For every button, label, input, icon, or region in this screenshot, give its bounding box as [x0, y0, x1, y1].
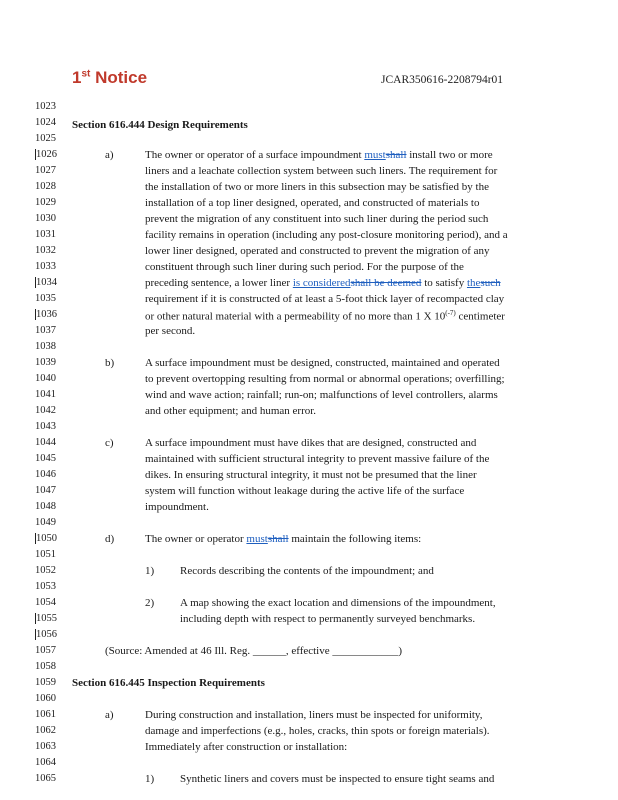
- sub-item-text: Records describing the contents of the impoundment; and: [180, 565, 434, 577]
- text-run: The owner or operator: [145, 533, 247, 545]
- line-number: 1044: [35, 437, 56, 448]
- line-number: 1039: [35, 357, 56, 368]
- line-number: 1060: [35, 693, 56, 704]
- text-run: install two or more: [406, 149, 493, 161]
- para-a-line: constituent through such liner during such period. For the purpose of the: [145, 261, 464, 273]
- sub-item-label: 1): [145, 773, 155, 785]
- para-a-line: facility remains in operation (including any post-closure monitoring period), and a: [145, 229, 508, 241]
- para-445a-line: damage and imperfections (e.g., holes, cracks, thin spots or foreign materials).: [145, 725, 490, 737]
- item-a-label: a): [105, 709, 114, 721]
- para-a-line: [145, 277, 501, 289]
- sub-item-label: 1): [145, 565, 155, 577]
- para-a-line: per second.: [145, 325, 196, 337]
- line-number: 1041: [35, 389, 56, 400]
- inserted-text: the: [466, 277, 481, 289]
- line-number: 1040: [35, 373, 56, 384]
- line-number: 1028: [35, 181, 56, 192]
- para-a-line: liners and a leachate collection system between such liners. The requirement for: [145, 165, 498, 177]
- line-number: 1023: [35, 101, 56, 112]
- text-run: preceding sentence, a lower liner: [145, 277, 293, 289]
- para-a-line: lower liner designed, operated and constructed to prevent the migration of any: [145, 245, 490, 257]
- item-b-label: b): [105, 357, 115, 369]
- para-d-line: [145, 533, 421, 545]
- deleted-text: shall be deemed: [350, 277, 422, 289]
- text-run: centimeter: [455, 310, 505, 323]
- line-number: 1027: [35, 165, 56, 176]
- para-a-line: prevent the migration of any constituent into such liner during the period such: [145, 213, 489, 225]
- item-c-label: c): [105, 437, 114, 449]
- line-number: 1051: [35, 549, 56, 560]
- para-445a-line: Immediately after construction or installation:: [145, 741, 348, 753]
- line-number: 1063: [35, 741, 56, 752]
- line-number: 1050: [35, 533, 66, 544]
- line-number: 1053: [35, 581, 56, 592]
- para-a-line: installation of a top liner designed, operated, and constructed of materials to: [145, 197, 480, 209]
- line-number: 1062: [35, 725, 56, 736]
- para-c-line: impoundment.: [145, 501, 209, 513]
- text-run: maintain the following items:: [288, 533, 422, 545]
- line-number: 1049: [35, 517, 56, 528]
- line-number: 1057: [35, 645, 56, 656]
- line-number: 1047: [35, 485, 56, 496]
- section-444-heading: Section 616.444 Design Requirements: [72, 119, 248, 131]
- line-number: 1038: [35, 341, 56, 352]
- para-b-line: wind and wave action; rainfall; run-on; malfunctions of level controllers, alarms: [145, 389, 498, 401]
- inserted-text: must: [246, 533, 268, 545]
- line-number: 1043: [35, 421, 56, 432]
- line-number: 1059: [35, 677, 56, 688]
- line-number: 1024: [35, 117, 56, 128]
- para-a-line: [145, 149, 493, 161]
- para-a-line: the installation of two or more liners in this subsection may be satisfied by the: [145, 181, 489, 193]
- text-run: or other natural material with a permeability of no more than 1 X 10: [145, 310, 446, 323]
- line-number: 1055: [35, 613, 66, 624]
- line-number: 1065: [35, 773, 56, 784]
- line-number: 1026: [35, 149, 66, 160]
- line-number: 1036: [35, 309, 66, 320]
- line-number: 1054: [35, 597, 56, 608]
- para-b-line: A surface impoundment must be designed, constructed, maintained and operated: [145, 357, 500, 369]
- line-number: 1037: [35, 325, 56, 336]
- deleted-text: shall: [385, 149, 407, 161]
- text-run: to satisfy: [421, 277, 467, 289]
- notice-word: Notice: [95, 68, 148, 87]
- para-b-line: to prevent overtopping resulting from normal or abnormal operations; overfilling;: [145, 373, 505, 385]
- line-number: 1034: [35, 277, 66, 288]
- sub-item-text: including depth with respect to permanently surveyed benchmarks.: [180, 613, 476, 625]
- inserted-text: must: [364, 149, 386, 161]
- line-number: 1030: [35, 213, 56, 224]
- document-id: JCAR350616-2208794r01: [381, 74, 504, 86]
- section-445-heading: Section 616.445 Inspection Requirements: [72, 677, 265, 689]
- line-number: 1058: [35, 661, 56, 672]
- line-number: 1031: [35, 229, 56, 240]
- line-number: 1035: [35, 293, 56, 304]
- item-a-label: a): [105, 149, 114, 161]
- line-number: 1029: [35, 197, 56, 208]
- notice-number: 1: [72, 68, 82, 87]
- line-number: 1064: [35, 757, 56, 768]
- line-number: 1033: [35, 261, 56, 272]
- notice-ordinal: st: [81, 68, 91, 80]
- line-number: 1042: [35, 405, 56, 416]
- line-number: 1032: [35, 245, 56, 256]
- line-number: 1052: [35, 565, 56, 576]
- para-c-line: A surface impoundment must have dikes that are designed, constructed and: [145, 437, 477, 449]
- para-b-line: and other equipment; and human error.: [145, 405, 317, 417]
- line-number: 1025: [35, 133, 56, 144]
- para-a-line: [145, 309, 505, 323]
- sub-item-text: A map showing the exact location and dimensions of the impoundment,: [180, 597, 496, 609]
- para-a-line: requirement if it is constructed of at least a 5-foot thick layer of recompacted clay: [145, 293, 505, 305]
- para-445a-line: During construction and installation, liners must be inspected for uniformity,: [145, 709, 483, 721]
- notice-title: [72, 68, 147, 88]
- sub-item-label: 2): [145, 597, 155, 609]
- deleted-text: such: [480, 277, 501, 289]
- line-number: 1045: [35, 453, 56, 464]
- item-d-label: d): [105, 533, 115, 545]
- inserted-text: is considered: [292, 277, 351, 289]
- line-number: 1056: [35, 629, 66, 640]
- line-number: 1061: [35, 709, 56, 720]
- para-c-line: dikes. In ensuring structural integrity, it must not be presumed that the liner: [145, 469, 477, 481]
- line-number: 1046: [35, 469, 56, 480]
- exponent: (-7): [445, 309, 456, 317]
- line-number: 1048: [35, 501, 56, 512]
- source-note: (Source: Amended at 46 Ill. Reg. ______, effective ____________): [105, 645, 403, 657]
- text-run: The owner or operator of a surface impoundment: [145, 149, 365, 161]
- para-c-line: system will function without leakage during the active life of the surface: [145, 485, 465, 497]
- deleted-text: shall: [267, 533, 289, 545]
- sub-item-text: Synthetic liners and covers must be inspected to ensure tight seams and: [180, 773, 495, 785]
- para-c-line: maintained with sufficient structural integrity to prevent massive failure of the: [145, 453, 490, 465]
